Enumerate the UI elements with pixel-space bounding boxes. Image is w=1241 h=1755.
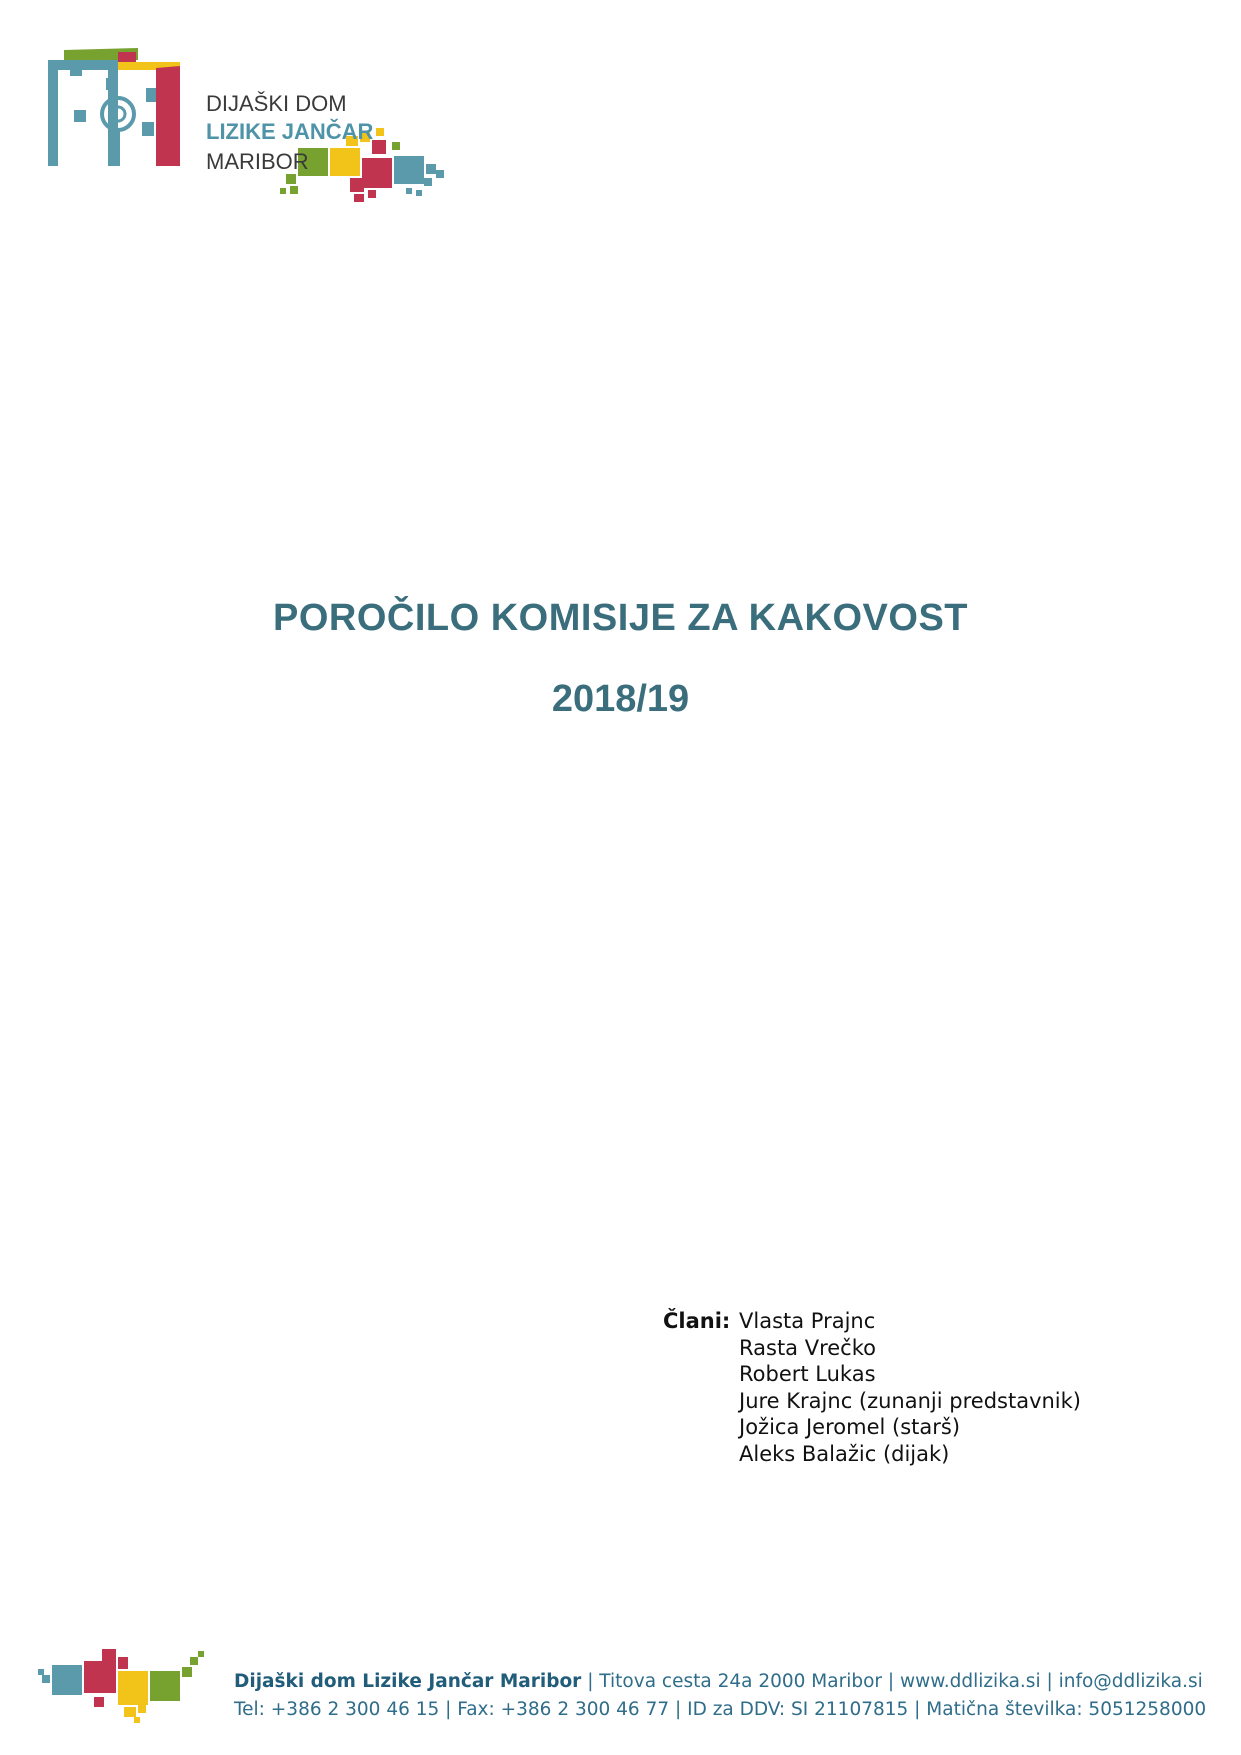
footer-org-name: Dijaški dom Lizike Jančar Maribor (234, 1671, 582, 1692)
footer-address: | Titova cesta 24a 2000 Maribor | www.ddlizika.si | info@ddlizika.si (581, 1671, 1203, 1692)
members-label: Člani: (663, 1309, 731, 1333)
member-item: Aleks Balažic (dijak) (739, 1441, 950, 1466)
footer-line-2: Tel: +386 2 300 46 15 | Fax: +386 2 300 46 77 | ID za DDV: SI 21107815 | Matična številka: 5051258000 (234, 1699, 1207, 1720)
document-title: POROČILO KOMISIJE ZA KAKOVOST (272, 597, 969, 639)
logo-line-1: DIJAŠKI DOM (206, 91, 347, 116)
footer-logo (34, 1645, 224, 1725)
member-item: Rasta Vrečko (739, 1335, 876, 1360)
members-list (739, 1310, 1081, 1469)
footer-contact (234, 1668, 1206, 1724)
logo-line-2: LIZIKE JANČAR (206, 119, 374, 144)
header-logo (46, 48, 506, 238)
document-year: 2018/19 (551, 678, 690, 720)
logo-line-3: MARIBOR (206, 149, 309, 174)
member-item: Jožica Jeromel (starš) (739, 1415, 961, 1439)
footer-logo-graphic (34, 1645, 224, 1725)
footer-line-1 (234, 1668, 1206, 1696)
member-item: Robert Lukas (739, 1362, 876, 1386)
member-item: Jure Krajnc (zunanji predstavnik) (739, 1388, 1081, 1413)
member-item: Vlasta Prajnc (739, 1309, 876, 1333)
